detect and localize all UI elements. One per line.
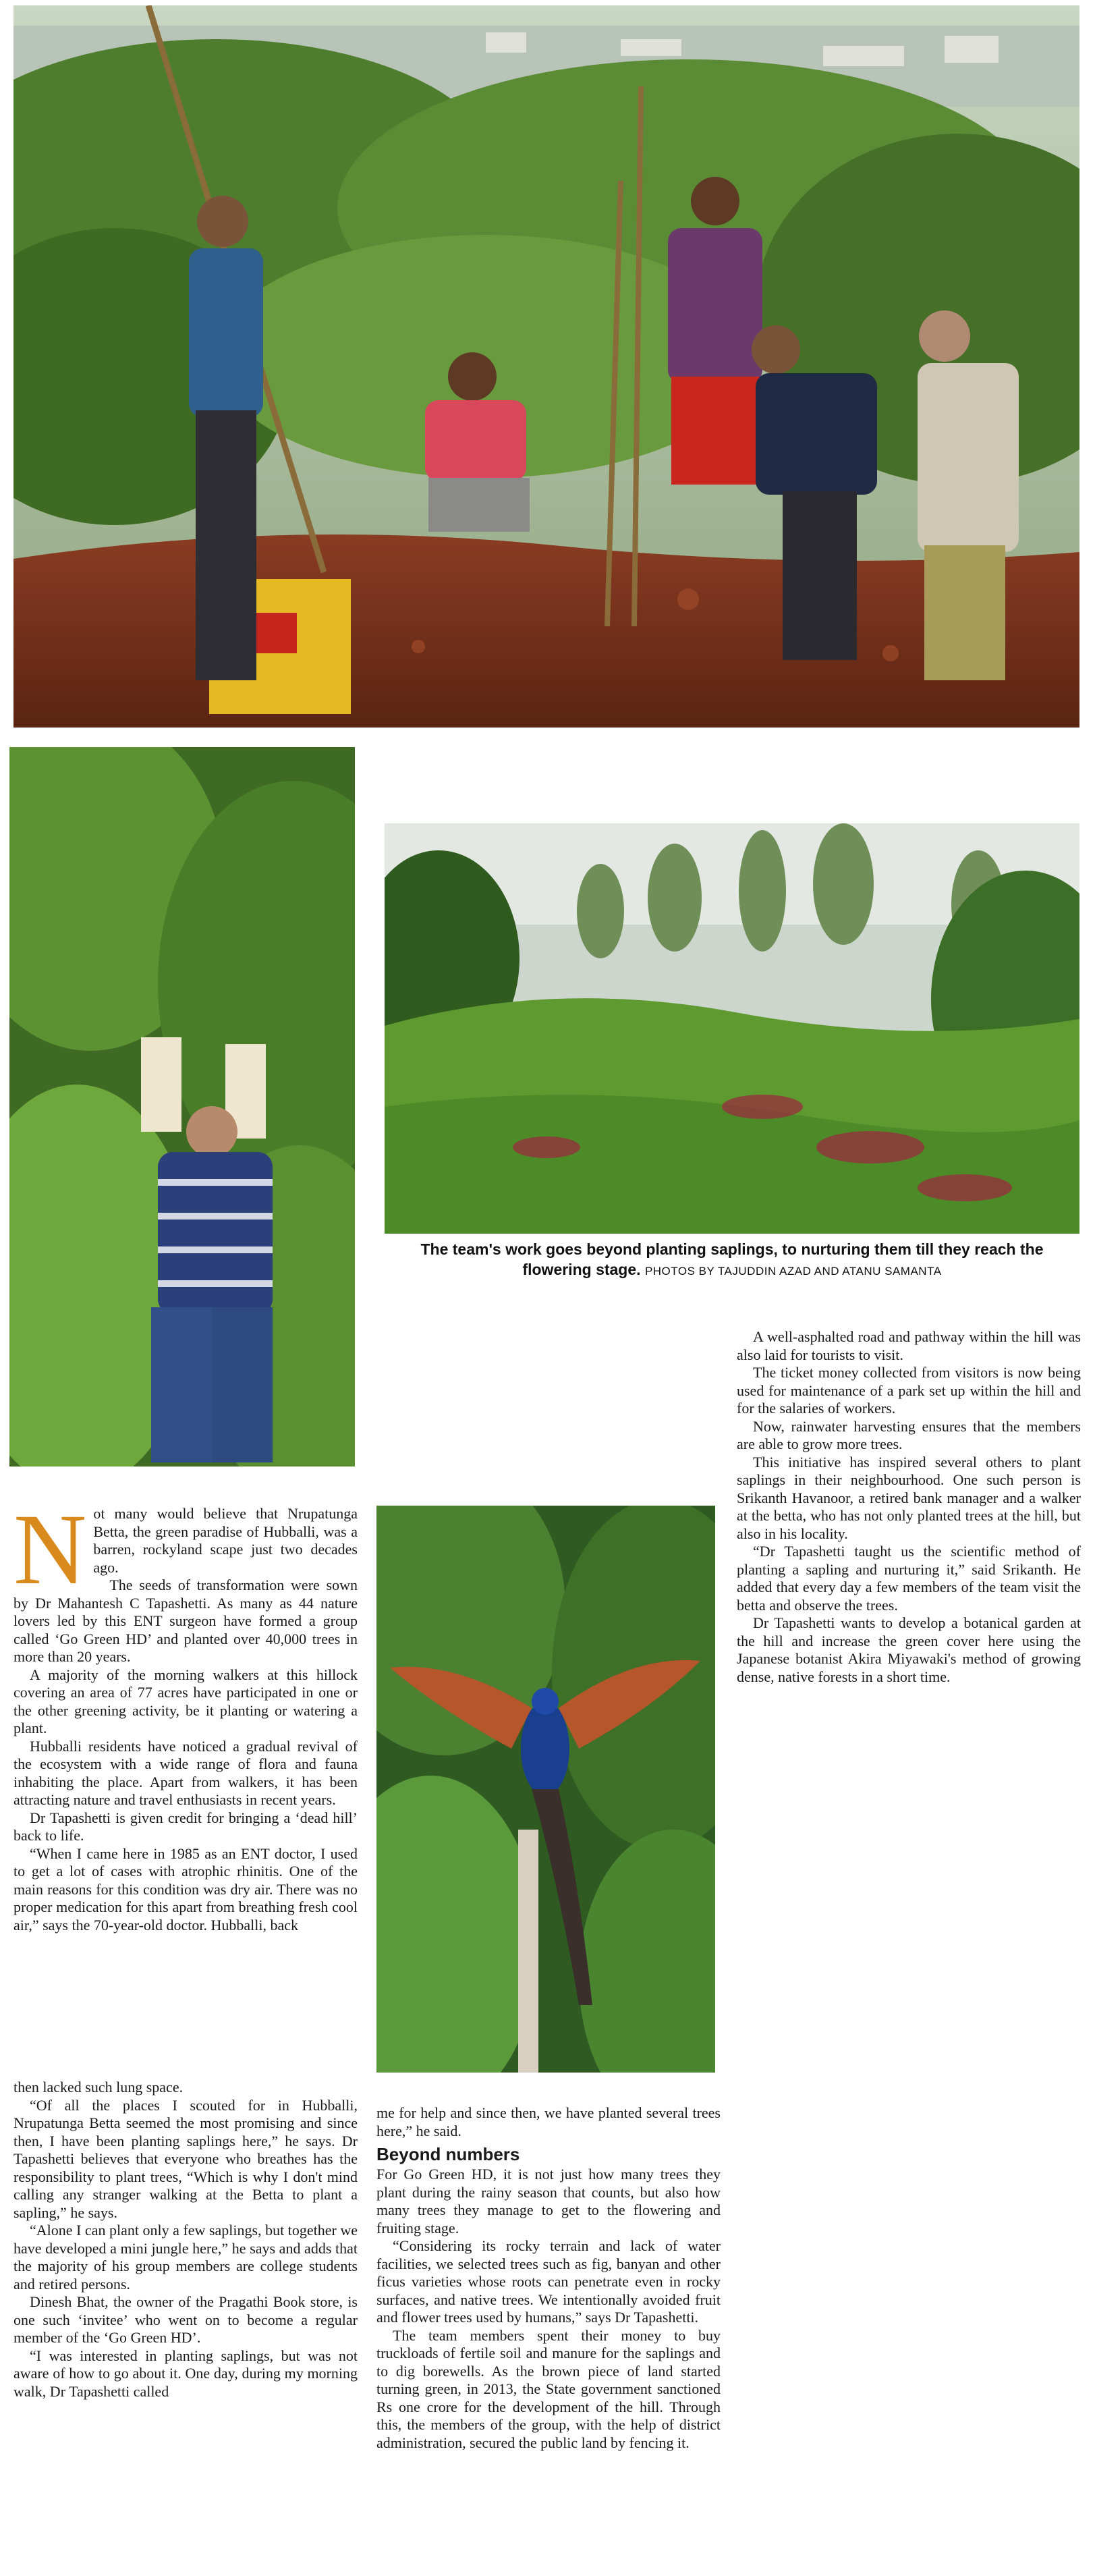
paragraph: Hubballi residents have noticed a gradual revival of the ecosystem with a wide range of flora and fauna inhabiting the place. Apart from walkers, it has been attracting nature and travel enthusiasts in recent years. — [13, 1737, 358, 1808]
paragraph: “Dr Tapashetti taught us the scientific method of planting a sapling and nurturing it,” said Srikanth. He added that every day a few members of the team visit the betta and observe the trees. — [737, 1543, 1081, 1614]
paragraph: Dr Tapashetti wants to develop a botanical garden at the hill and increase the green cover here using the Japanese botanist Akira Miyawaki's method of growing dense, native forests in a short time. — [737, 1614, 1081, 1685]
left-photo — [9, 747, 355, 1467]
article-column-1-bottom — [13, 2079, 358, 2401]
caption-text: The team's work goes beyond planting saplings, to nurturing them till they reach the flowering stage. — [420, 1240, 1044, 1278]
man-carrying-saplings-illustration — [9, 747, 355, 1467]
subheading-beyond-numbers: Beyond numbers — [376, 2144, 520, 2164]
article-column-2 — [376, 2104, 721, 2452]
green-cover-illustration — [385, 823, 1079, 1234]
planting-scene-illustration — [13, 5, 1079, 728]
paragraph: The ticket money collected from visitors is now being used for maintenance of a park set up within the hill and for the salaries of workers. — [737, 1364, 1081, 1417]
paragraph: For Go Green HD, it is not just how many trees they plant during the rainy season that counts, but also how many trees they manage to get to the flowering and fruiting stage. — [376, 2166, 721, 2237]
article-lead-paragraph — [13, 1493, 358, 1606]
paragraph: Dr Tapashetti is given credit for bringing a ‘dead hill’ back to life. — [13, 1809, 358, 1844]
paragraph: me for help and since then, we have planted several trees here,” he said. — [376, 2104, 721, 2139]
paragraph: Now, rainwater harvesting ensures that the members are able to grow more trees. — [737, 1417, 1081, 1452]
right-photo — [385, 823, 1079, 1234]
paragraph: Dinesh Bhat, the owner of the Pragathi Book store, is one such ‘invitee’ who went on to become a regular member of the ‘Go Green HD’. — [13, 2293, 358, 2346]
paragraph: A majority of the morning walkers at this hillock covering an area of 77 acres have participated in one or the other greening activity, be it planting or watering a plant. — [13, 1666, 358, 1736]
paragraph: then lacked such lung space. — [13, 2079, 184, 2095]
paragraph: “I was interested in planting saplings, but was not aware of how to go about it. One day, during my morning walk, Dr Tapashetti called — [13, 2347, 358, 2400]
drop-cap: N — [13, 1493, 87, 1606]
paragraph: “Of all the places I scouted for in Hubballi, Nrupatunga Betta seemed the most promising and since then, I have been planting saplings here,” he says. Dr Tapashetti believes that everyone who breathes has the responsibility to plant trees, “Which is why I don't mind calling any stranger walking at the Betta to plant a sapling,” he says. — [13, 2096, 358, 2221]
paragraph: “Alone I can plant only a few saplings, but together we have developed a mini jungle here,” he says and adds that the majority of his group members are college students and retired persons. — [13, 2222, 358, 2293]
top-photo — [13, 5, 1079, 728]
paragraph: This initiative has inspired several others to plant saplings in their neighbourhood. One such person is Srikanth Havanoor, a retired bank manager and a walker at the betta, who has not only planted trees at the hill, but also in his locality. — [737, 1453, 1081, 1542]
peacock-illustration — [376, 1506, 715, 2073]
paragraph: “When I came here in 1985 as an ENT doctor, I used to get a lot of cases with atrophic rhinitis. One of the main reasons for this condition was dry air. There was no proper medication for this apart from breathing fresh cool air,” says the 70-year-old doctor. Hubballi, back — [13, 1844, 358, 1934]
paragraph: The team members spent their money to buy truckloads of fertile soil and manure for the saplings and to dig borewells. As the brown piece of land started turning green, in 2013, the State government sanctioned Rs one crore for the development of the hill. Through this, the members of the group, with the help of district administration, secured the public land by fencing it. — [376, 2326, 721, 2451]
article-column-3 — [737, 1328, 1081, 1686]
lead-text: ot many would believe that Nrupatunga Betta, the green paradise of Hubballi, was a barren, rockyland scape just two decades ago. — [93, 1505, 358, 1576]
photo-caption — [385, 1239, 1079, 1282]
paragraph: A well-asphalted road and pathway within the hill was also laid for tourists to visit. — [737, 1328, 1081, 1363]
paragraph: The seeds of transformation were sown by Dr Mahantesh C Tapashetti. As many as 44 nature lovers led by this ENT surgeon have formed a group called ‘Go Green HD’ and planted over 40,000 trees in more than 20 years. — [13, 1577, 358, 1665]
paragraph: “Considering its rocky terrain and lack of water facilities, we selected trees such as fig, banyan and other ficus varieties whose roots can penetrate even in rocky surfaces, and native trees. We intentionally avoided fruit and flower trees used by humans,” says Dr Tapashetti. — [376, 2237, 721, 2326]
article-column-1-top — [13, 1493, 358, 1934]
peacock-photo — [376, 1506, 715, 2073]
photo-credit: PHOTOS BY TAJUDDIN AZAD AND ATANU SAMANTA — [644, 1265, 942, 1278]
